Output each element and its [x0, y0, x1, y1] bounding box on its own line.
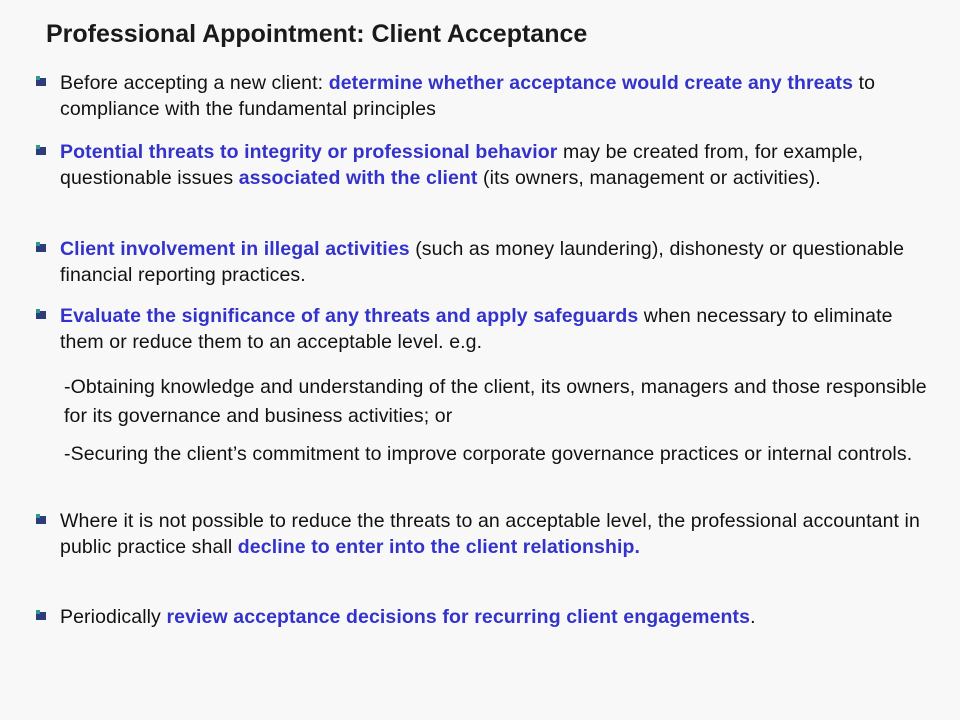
highlighted-text: review acceptance decisions for recurring client engagements [166, 606, 751, 628]
body-text: . [750, 606, 756, 628]
bullet-square-icon [36, 610, 46, 620]
bullet-item [36, 236, 936, 288]
highlighted-text: Evaluate the significance of any threats and apply safeguards [60, 305, 639, 327]
bullet-square-icon [36, 309, 46, 319]
bullet-square-icon [36, 242, 46, 252]
bullet-text [60, 508, 936, 560]
bullet-item [36, 303, 936, 355]
example-item: -Obtaining knowledge and understanding of the client, its owners, managers and those responsible for its governance and business activities; or [64, 376, 927, 427]
bullet-square-icon [36, 76, 46, 86]
body-text: (its owners, management or activities). [477, 167, 821, 189]
bullet-square-icon [36, 514, 46, 524]
bullet-text [60, 604, 936, 630]
bullet-item [36, 604, 936, 630]
bullet-item [36, 508, 936, 560]
highlighted-text: decline to enter into the client relationship. [237, 536, 641, 558]
body-text: (such as money laundering), dishonesty or questionable financial reporting practices. [60, 238, 905, 286]
highlighted-text: Client involvement in illegal activities [60, 238, 410, 260]
highlighted-text: determine whether acceptance would create any threats [328, 72, 854, 94]
bullet-square-icon [36, 145, 46, 155]
bullet-item [36, 139, 936, 191]
highlighted-text: Potential threats to integrity or professional behavior [60, 141, 558, 163]
body-text: when necessary to eliminate them or reduce them to an acceptable level. e.g. [60, 305, 893, 353]
body-text: Periodically [60, 606, 167, 628]
page-title: Professional Appointment: Client Acceptance [46, 20, 588, 48]
bullet-text [60, 70, 936, 122]
bullet-item [36, 70, 936, 122]
body-text: Where it is not possible to reduce the threats to an acceptable level, the professional accountant in public practice shall [60, 510, 920, 558]
highlighted-text: associated with the client [238, 167, 478, 189]
bullet-text [60, 303, 936, 355]
body-text: may be created from, for example, questionable issues [60, 141, 864, 189]
body-text: to compliance with the fundamental principles [60, 72, 876, 120]
body-text: Before accepting a new client: [60, 72, 329, 94]
bullet-text [60, 236, 936, 288]
example-item: -Securing the client’s commitment to improve corporate governance practices or internal controls. [64, 443, 913, 465]
bullet-text [60, 139, 936, 191]
